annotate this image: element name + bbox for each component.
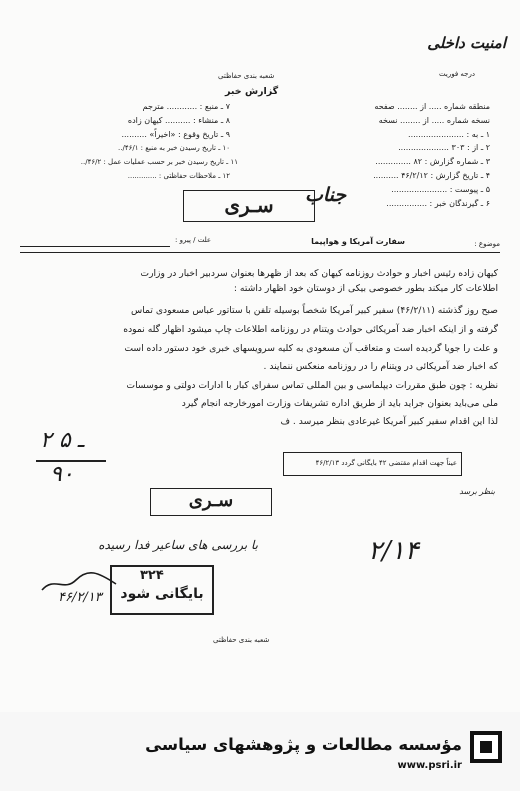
meta-left-line: ۷ ـ منبع : ............ مترجم (142, 102, 230, 111)
form-title: گزارش خبر (225, 86, 279, 97)
institute-name: مؤسسه مطالعات و پژوهشهای سیاسی (145, 735, 462, 754)
body-line: ملی می‌باید بعنوان جراید باید از طریق اداره تشریفات وزارت امورخارجه انجام گیرد (181, 398, 498, 409)
form-footer-label: شعبه بندی حفاظتی (213, 636, 270, 644)
body-line: صبح روز گذشته (۴۶/۲/۱۱) سفیر کبیر آمریکا شخصاً بوسیله تلفن با ستاتور عباس مسعودی تماس (131, 305, 498, 316)
meta-left-line: ۱۰ ـ تاریخ رسیدن خبر به منبع : ۴۶/۱/.. (118, 144, 230, 152)
classification-label: درجه فوریت (439, 70, 475, 78)
archive-text: بایگانی شود (120, 586, 204, 602)
secret-stamp (183, 190, 315, 222)
meta-right-line: ۲ ـ از : ۳۰۳ .................... (398, 143, 490, 152)
margin-fraction-bottom: ۹۰ (50, 462, 74, 487)
meta-left-line: ۹ ـ تاریخ وقوع : «اخیراً» .......... (121, 130, 230, 139)
meta-right-line: ۴ ـ تاریخ گزارش : ۴۶/۲/۱۲ .......... (373, 171, 490, 180)
margin-fraction-top: ۲ ـ ۵ (40, 428, 85, 453)
handwritten-overlay: جناب (305, 184, 347, 206)
evaluation-label: علت / پیرو : (175, 236, 212, 244)
rule (20, 246, 170, 247)
archive-number: ۳۲۴ (140, 568, 164, 583)
meta-right-line: ۱ ـ به : ...................... (408, 130, 490, 139)
meta-left-line: ۱۲ ـ ملاحظات حفاظتی : ............. (127, 172, 230, 180)
handwritten-signature (40, 566, 120, 602)
meta-right-line: ۶ ـ گیرندگان خبر : ................ (386, 199, 490, 208)
body-line: نظریه : چون طبق مقررات دیپلماسی و بین المللی تماس سفرای کبار با ادارات دولتی و موسسات (126, 380, 498, 391)
secret-stamp-2 (150, 488, 272, 516)
archive-stamp (110, 565, 214, 615)
subject-label: موضوع : (474, 240, 500, 248)
handwritten-date: ۲/۱۴ (368, 536, 419, 566)
secret-stamp-text: سـری (224, 193, 274, 217)
meta-right-line: منطقه شماره ..... از ........ صفحه (374, 102, 490, 111)
rule (20, 252, 500, 253)
meta-right-line: ۳ ـ شماره گزارش : ۸۲ .............. (375, 157, 490, 166)
body-line: لذا این اقدام سفیر کبیر آمریکا غیرعادی بنظر میرسد . ف (280, 416, 498, 427)
meta-left-line: ۱۱ ـ تاریخ رسیدن خبر بر حسب عملیات عمل : ۴۶/۲/.. (80, 158, 238, 166)
institute-logo-icon (470, 731, 502, 763)
body-line: اطلاعات کار میکند بطور خصوصی بیکی از دوستان خود اظهار داشته : (233, 283, 498, 294)
meta-right-line: ۵ ـ پیوست : ...................... (391, 185, 490, 194)
body-line: و علت را جویا گردیده است و متعاقب آن مسعودی به کلیه سرویسهای خبری خود دستور داده است (124, 343, 498, 354)
body-line: گرفته و از اینکه اخبار ضد آمریکائی حوادث ویتنام در روزنامه اطلاعات چاپ میشود اظهار گله نموده (123, 324, 498, 335)
ministry-label: شعبه بندی حفاظتی (218, 72, 275, 80)
meta-right-line: نسخه شماره ..... از ........ نسخه (378, 116, 490, 125)
handwritten-top-note: امنیت داخلی (427, 34, 506, 52)
body-line: که اخبار ضد آمریکائی در ویتنام را در روزنامه منعکس ننمایند . (263, 361, 498, 372)
body-line: کیهان زاده رئیس اخبار و حوادث روزنامه کیهان که بعد از ظهرها بعنوان سردبیر اخبار در وزارت (140, 268, 498, 279)
archive-date: ۴۶/۲/۱۳ (58, 590, 102, 605)
receipt-box (283, 452, 462, 476)
meta-left-line: ۸ ـ منشاء : .......... کیهان زاده (127, 116, 230, 125)
institute-website[interactable]: www.psri.ir (397, 760, 462, 771)
subject-value: سفارت آمریکا و هواپیما (311, 237, 405, 246)
handwritten-side-note: بنظر برسد (459, 487, 495, 496)
handwritten-note: با بررسی های ساعیر فدا رسیده (98, 538, 258, 552)
secret-stamp-2-text: سـری (188, 490, 234, 511)
receipt-text: عیناً جهت اقدام مقتضی ۴۲ بایگانی گردد ۴۶/۲/۱۳ (315, 459, 457, 467)
signature-mark (40, 566, 120, 596)
